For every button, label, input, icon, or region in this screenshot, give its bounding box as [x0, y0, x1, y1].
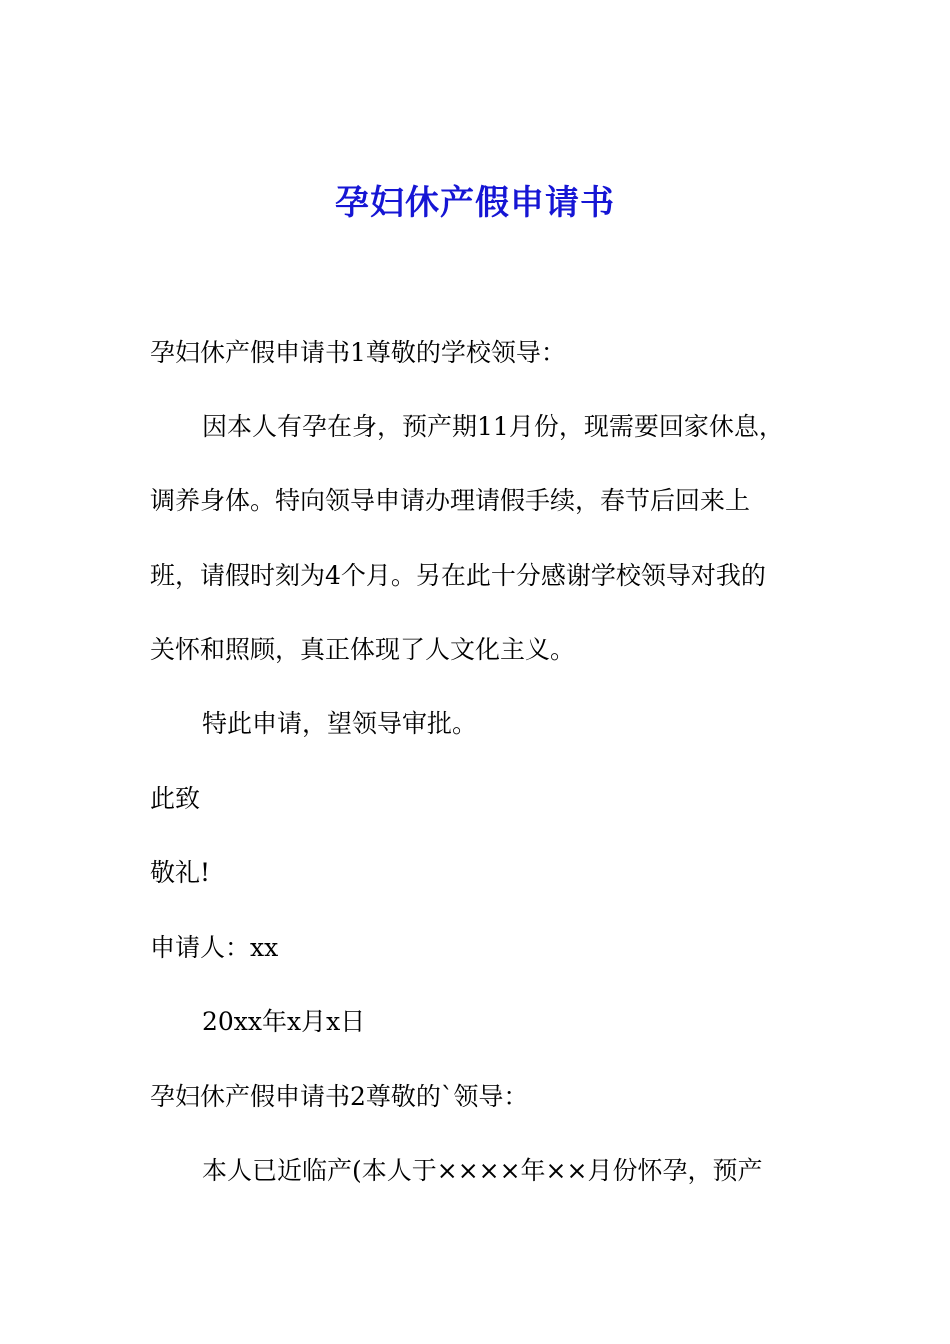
date-line: 20xx年x月x日 [202, 1007, 366, 1036]
paragraph-line: 因本人有孕在身，预产期11月份，现需要回家休息， [202, 412, 784, 441]
document-title: 孕妇休产假申请书 [335, 183, 615, 223]
salutation-line: 此致 [150, 784, 201, 813]
salutation-line: 敬礼! [150, 858, 211, 887]
applicant-line: 申请人：xx [150, 933, 279, 962]
paragraph-line: 班，请假时刻为4个月。另在此十分感谢学校领导对我的 [150, 561, 766, 590]
section-2-heading: 孕妇休产假申请书2尊敬的`领导： [150, 1082, 529, 1111]
section-1-heading: 孕妇休产假申请书1尊敬的学校领导： [150, 338, 566, 367]
paragraph-line: 本人已近临产(本人于××××年××月份怀孕，预产 [202, 1156, 763, 1185]
paragraph-line: 调养身体。特向领导申请办理请假手续，春节后回来上 [150, 486, 751, 515]
closing-request: 特此申请，望领导审批。 [202, 709, 478, 738]
paragraph-line: 关怀和照顾，真正体现了人文化主义。 [150, 635, 576, 664]
